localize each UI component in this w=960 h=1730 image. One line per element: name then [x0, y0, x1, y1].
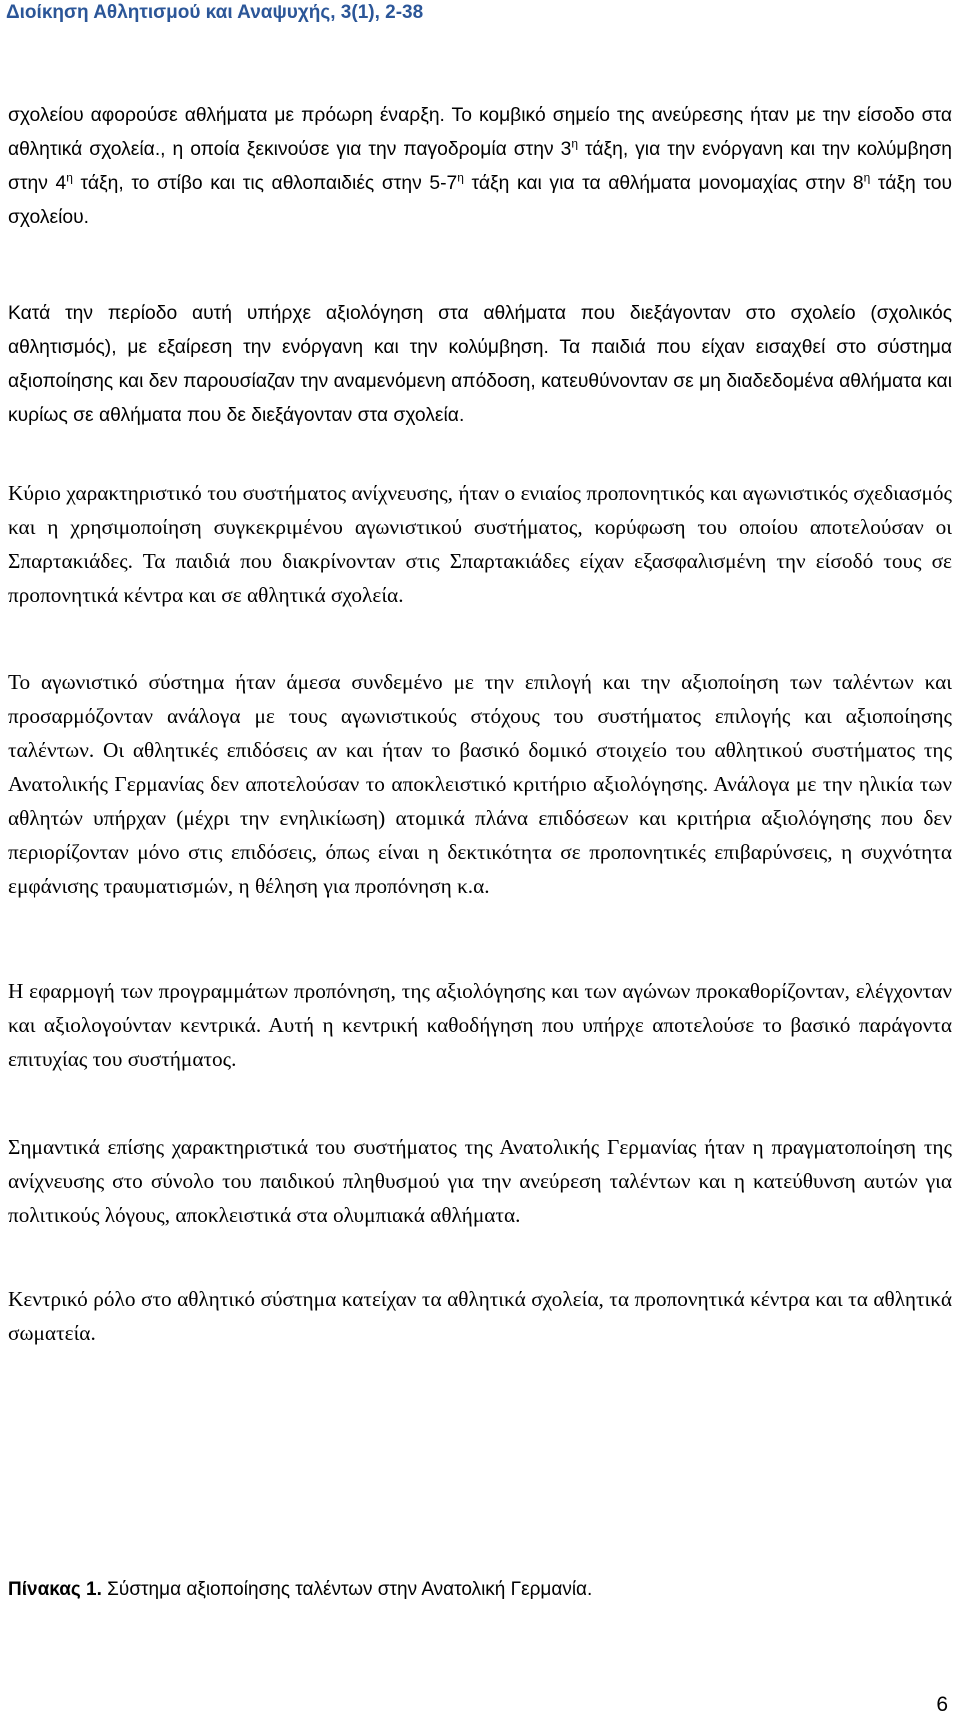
journal-header: Διοίκηση Αθλητισμού και Αναψυχής, 3(1), 2-38	[6, 2, 424, 23]
paragraph-1-text-a: σχολείου αφορούσε αθλήματα με πρόωρη έναρξη. Το κομβικό σημείο της ανεύρεσης ήταν με την είσοδο στα αθλητικά σχολεία., η οποία ξεκινούσε για την παγοδρομία στην 3	[8, 105, 952, 160]
superscript-eta: η	[863, 170, 871, 185]
superscript-eta: η	[457, 170, 464, 185]
paragraph-6: Σημαντικά επίσης χαρακτηριστικά του συστήματος της Ανατολικής Γερμανίας ήταν η πραγματοποίηση της ανίχνευσης στο σύνολο του παιδικού πληθυσμού για την ανεύρεση ταλέντων και η κατεύθυνση αυτών για πολιτικούς λόγους, αποκλειστικά στα ολυμπιακά αθλήματα.	[8, 1135, 952, 1227]
paragraph-5: Η εφαρμογή των προγραμμάτων προπόνηση, της αξιολόγησης και των αγώνων προκαθορίζονταν, ελέγχονταν και αξιολογούνταν κεντρικά. Αυτή η κεντρική καθοδήγηση που υπήρχε αποτελούσε το βασικό παράγοντα επιτυχίας του συστήματος.	[8, 979, 952, 1071]
paragraph-1-text-b: τάξη, για την ενόργανη και την κολύμβηση στην 4	[8, 139, 952, 194]
paragraph-7: Κεντρικό ρόλο στο αθλητικό σύστημα κατείχαν τα αθλητικά σχολεία, τα προπονητικά κέντρα και τα αθλητικά σωματεία.	[8, 1287, 952, 1345]
superscript-eta: η	[66, 170, 73, 185]
page-number: 6	[936, 1693, 948, 1716]
paragraph-1	[8, 99, 952, 235]
paragraph-4: Το αγωνιστικό σύστημα ήταν άμεσα συνδεμένο με την επιλογή και την αξιοποίηση των ταλέντων και προσαρμόζονταν ανάλογα με τους αγωνιστικούς στόχους του συστήματος επιλογής και αξιοποίησης ταλέντων. Οι αθλητικές επιδόσεις αν και ήταν το βασικό δομικό στοιχείο του αθλητικού συστήματος της Ανατολικής Γερμανίας δεν αποτελούσαν το αποκλειστικό κριτήριο αξιολόγησης. Ανάλογα με την ηλικία των αθλητών υπήρχαν (μέχρι την ενηλικίωση) ατομικά πλάνα επιδόσεων και κριτήρια αξιολόγησης που δεν περιορίζονταν μόνο στις επιδόσεις, όπως είναι η δεκτικότητα σε προπονητικές επιβαρύνσεις, η συχνότητα εμφάνισης τραυματισμών, η θέληση για προπόνηση κ.α.	[8, 670, 952, 898]
table-caption-text: Σύστημα αξιοποίησης ταλέντων στην Ανατολική Γερμανία.	[101, 1579, 593, 1600]
paragraph-1-text-e: τάξη του σχολείου.	[8, 173, 953, 228]
paragraph-2: Κατά την περίοδο αυτή υπήρχε αξιολόγηση στα αθλήματα που διεξάγονταν στο σχολείο (σχολικός αθλητισμός), με εξαίρεση την ενόργανη και την κολύμβηση. Τα παιδιά που είχαν εισαχθεί στο σύστημα αξιοποίησης και δεν παρουσίαζαν την αναμενόμενη απόδοση, κατευθύνονταν σε μη διαδεδομένα αθλήματα και κυρίως σε αθλήματα που δε διεξάγονταν στα σχολεία.	[8, 303, 952, 426]
paragraph-1-text-d: τάξη και για τα αθλήματα μονομαχίας στην 8	[463, 173, 864, 194]
table-caption-label: Πίνακας 1.	[8, 1579, 102, 1600]
table-caption	[8, 1573, 592, 1607]
paragraph-3: Κύριο χαρακτηριστικό του συστήματος ανίχνευσης, ήταν ο ενιαίος προπονητικός και αγωνιστικός σχεδιασμός και η χρησιμοποίηση συγκεκριμένου αγωνιστικού συστήματος, κορύφωση του οποίου αποτελούσαν οι Σπαρτακιάδες. Τα παιδιά που διακρίνονταν στις Σπαρτακιάδες είχαν εξασφαλισμένη την είσοδό τους σε προπονητικά κέντρα και σε αθλητικά σχολεία.	[8, 481, 952, 607]
superscript-eta: η	[571, 136, 579, 151]
paragraph-1-text-c: τάξη, το στίβο και τις αθλοπαιδιές στην 5-7	[72, 173, 458, 194]
